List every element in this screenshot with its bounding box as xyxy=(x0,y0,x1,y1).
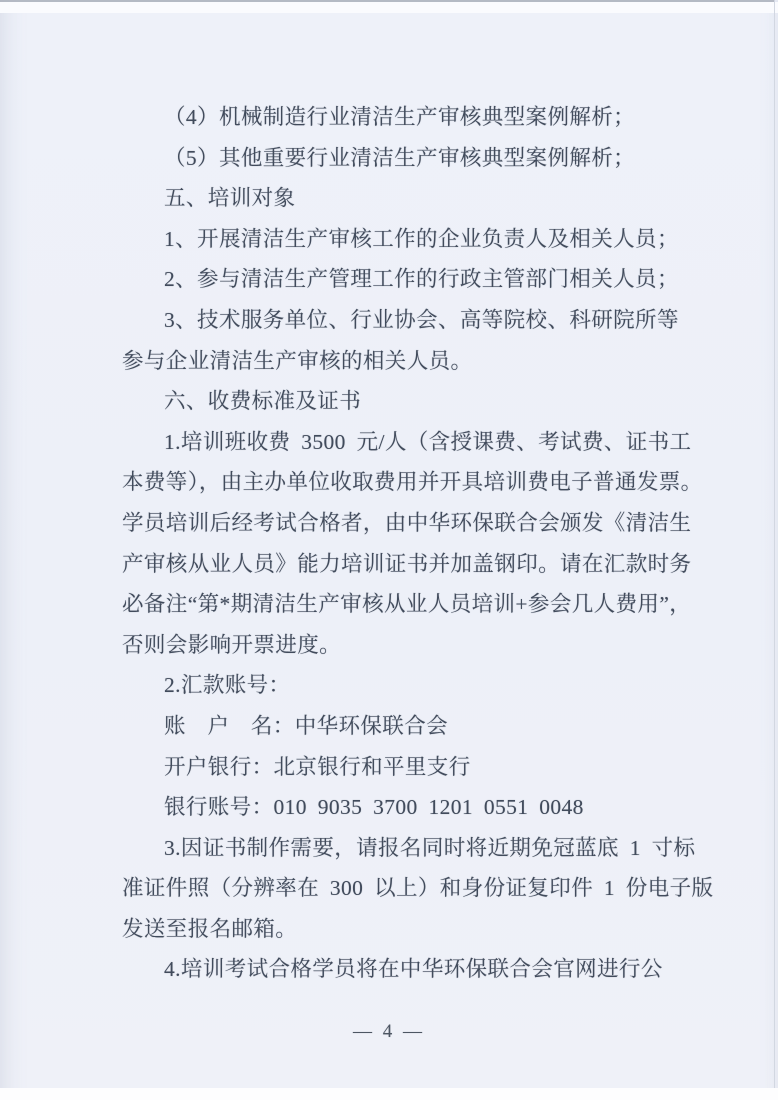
text-line: 1、开展清洁生产审核工作的企业负责人及相关人员； xyxy=(164,226,679,251)
text-line: 五、培训对象 xyxy=(164,186,296,211)
text-line: 账 户 名：中华环保联合会 xyxy=(164,713,449,738)
text-line: 2、参与清洁生产管理工作的行政主管部门相关人员； xyxy=(164,267,679,292)
text-line: 必备注“第*期清洁生产审核从业人员培训+参会几人费用”， xyxy=(122,592,692,617)
text-line: 准证件照（分辨率在 300 以上）和身份证复印件 1 份电子版 xyxy=(122,876,714,901)
text-line: 参与企业清洁生产审核的相关人员。 xyxy=(122,348,473,373)
page-number: — 4 — xyxy=(353,1021,425,1042)
text-line: 学员培训后经考试合格者，由中华环保联合会颁发《清洁生 xyxy=(122,510,692,535)
text-line: 发送至报名邮箱。 xyxy=(122,916,298,941)
text-line: （4）机械制造行业清洁生产审核典型案例解析； xyxy=(164,105,636,129)
text-line: 银行账号：010 9035 3700 1201 0551 0048 xyxy=(164,795,584,820)
text-line: 3.因证书制作需要，请报名同时将近期免冠蓝底 1 寸标 xyxy=(164,835,696,860)
text-line: 开户银行：北京银行和平里支行 xyxy=(164,754,471,779)
text-line: 本费等），由主办单位收取费用并开具培训费电子普通发票。 xyxy=(122,470,703,495)
text-line: 4.培训考试合格学员将在中华环保联合会官网进行公 xyxy=(164,957,663,982)
scan-right-edge-line xyxy=(774,0,775,1100)
scan-bottom-white-strip xyxy=(0,1088,778,1100)
scan-top-white-strip xyxy=(0,2,778,13)
text-line: 六、收费标准及证书 xyxy=(164,389,362,414)
text-line: 1.培训班收费 3500 元/人（含授课费、考试费、证书工 xyxy=(164,429,692,454)
text-line: 2.汇款账号： xyxy=(164,673,291,698)
text-line: 产审核从业人员》能力培训证书并加盖钢印。请在汇款时务 xyxy=(122,551,692,576)
document-body xyxy=(122,97,714,990)
text-line: 3、技术服务单位、行业协会、高等院校、科研院所等 xyxy=(164,307,679,332)
text-line: （5）其他重要行业清洁生产审核典型案例解析； xyxy=(164,145,636,170)
text-line: 否则会影响开票进度。 xyxy=(122,632,342,657)
